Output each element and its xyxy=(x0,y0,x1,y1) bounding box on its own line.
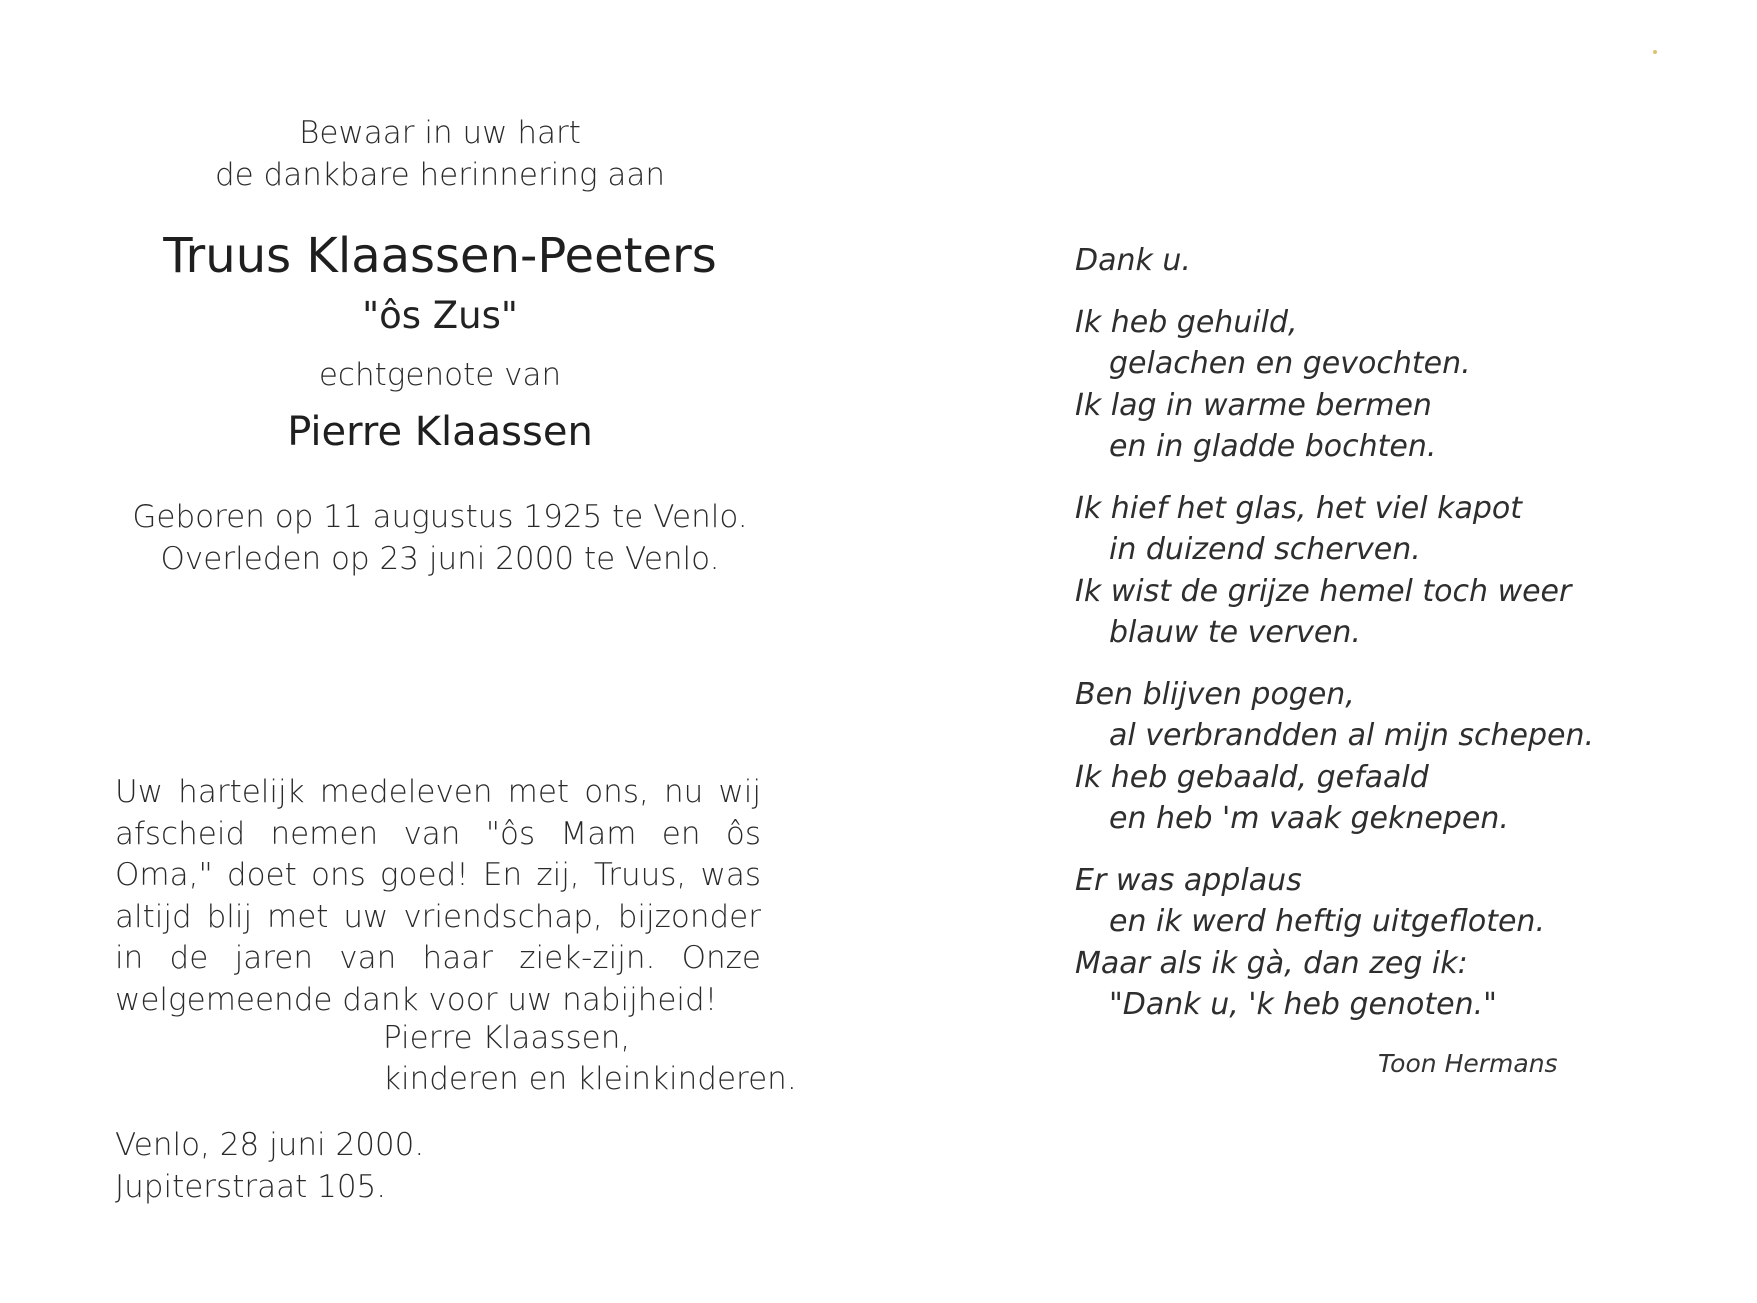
birth-date: Geboren op 11 augustus 1925 te Venlo. xyxy=(132,499,748,535)
poem-line: in duizend scherven. xyxy=(1109,532,1421,567)
intro-block xyxy=(115,112,765,196)
poem-line: en in gladde bochten. xyxy=(1109,429,1437,464)
poem-line: en heb 'm vaak geknepen. xyxy=(1109,801,1509,836)
poem-line: "Dank u, 'k heb genoten." xyxy=(1109,987,1497,1022)
poem-author: Toon Hermans xyxy=(1378,1049,1558,1078)
poem-line: Ik heb gebaald, gefaald xyxy=(1075,759,1429,795)
poem-stanza-4 xyxy=(1075,860,1675,1026)
poem xyxy=(1075,240,1675,1046)
intro-line-1: Bewaar in uw hart xyxy=(299,115,581,151)
poem-line: gelachen en gevochten. xyxy=(1109,346,1471,381)
poem-line: blauw te verven. xyxy=(1109,615,1361,650)
deceased-name: Truus Klaassen-Peeters xyxy=(163,228,717,284)
thanks-text: Uw hartelijk medeleven met ons, nu wij afscheid nemen van "ôs Mam en ôs Oma," doet ons goed! En zij, Truus, was altijd blij met uw vriendschap, bijzonder in de jaren van haar ziek-zijn. Onze welgemeende dank voor uw nabijheid! xyxy=(115,774,761,1018)
signature xyxy=(383,1018,797,1100)
print-speck xyxy=(1653,50,1657,54)
death-date: Overleden op 23 juni 2000 te Venlo. xyxy=(160,541,720,577)
intro-line-2: de dankbare herinnering aan xyxy=(214,157,666,193)
poem-line: Ik lag in warme bermen xyxy=(1075,387,1432,423)
address-block xyxy=(115,1124,424,1208)
poem-line: Maar als ik gà, dan zeg ik: xyxy=(1075,945,1468,981)
relation-label: echtgenote van xyxy=(318,357,562,393)
poem-line: en ik werd heftig uitgefloten. xyxy=(1109,904,1545,939)
poem-line: al verbrandden al mijn schepen. xyxy=(1109,718,1595,753)
left-column xyxy=(115,112,765,580)
street-address: Jupiterstraat 105. xyxy=(115,1169,387,1205)
poem-line: Er was applaus xyxy=(1075,862,1302,898)
poem-stanza-1 xyxy=(1075,302,1675,468)
deceased-block xyxy=(115,226,765,458)
poem-line: Ben blijven pogen, xyxy=(1075,676,1355,712)
poem-opening: Dank u. xyxy=(1075,243,1191,278)
signature-line-1: Pierre Klaassen, xyxy=(383,1020,631,1056)
poem-stanza-2 xyxy=(1075,488,1675,654)
poem-line: Ik heb gehuild, xyxy=(1075,304,1298,340)
poem-line: Ik hief het glas, het viel kapot xyxy=(1075,490,1522,526)
dates-block xyxy=(115,496,765,580)
deceased-nickname: "ôs Zus" xyxy=(362,294,518,337)
place-date: Venlo, 28 juni 2000. xyxy=(115,1127,425,1163)
poem-stanza-3 xyxy=(1075,674,1675,840)
spouse-name: Pierre Klaassen xyxy=(287,409,593,455)
signature-line-2: kinderen en kleinkinderen. xyxy=(383,1061,797,1097)
poem-line: Ik wist de grijze hemel toch weer xyxy=(1075,573,1572,609)
